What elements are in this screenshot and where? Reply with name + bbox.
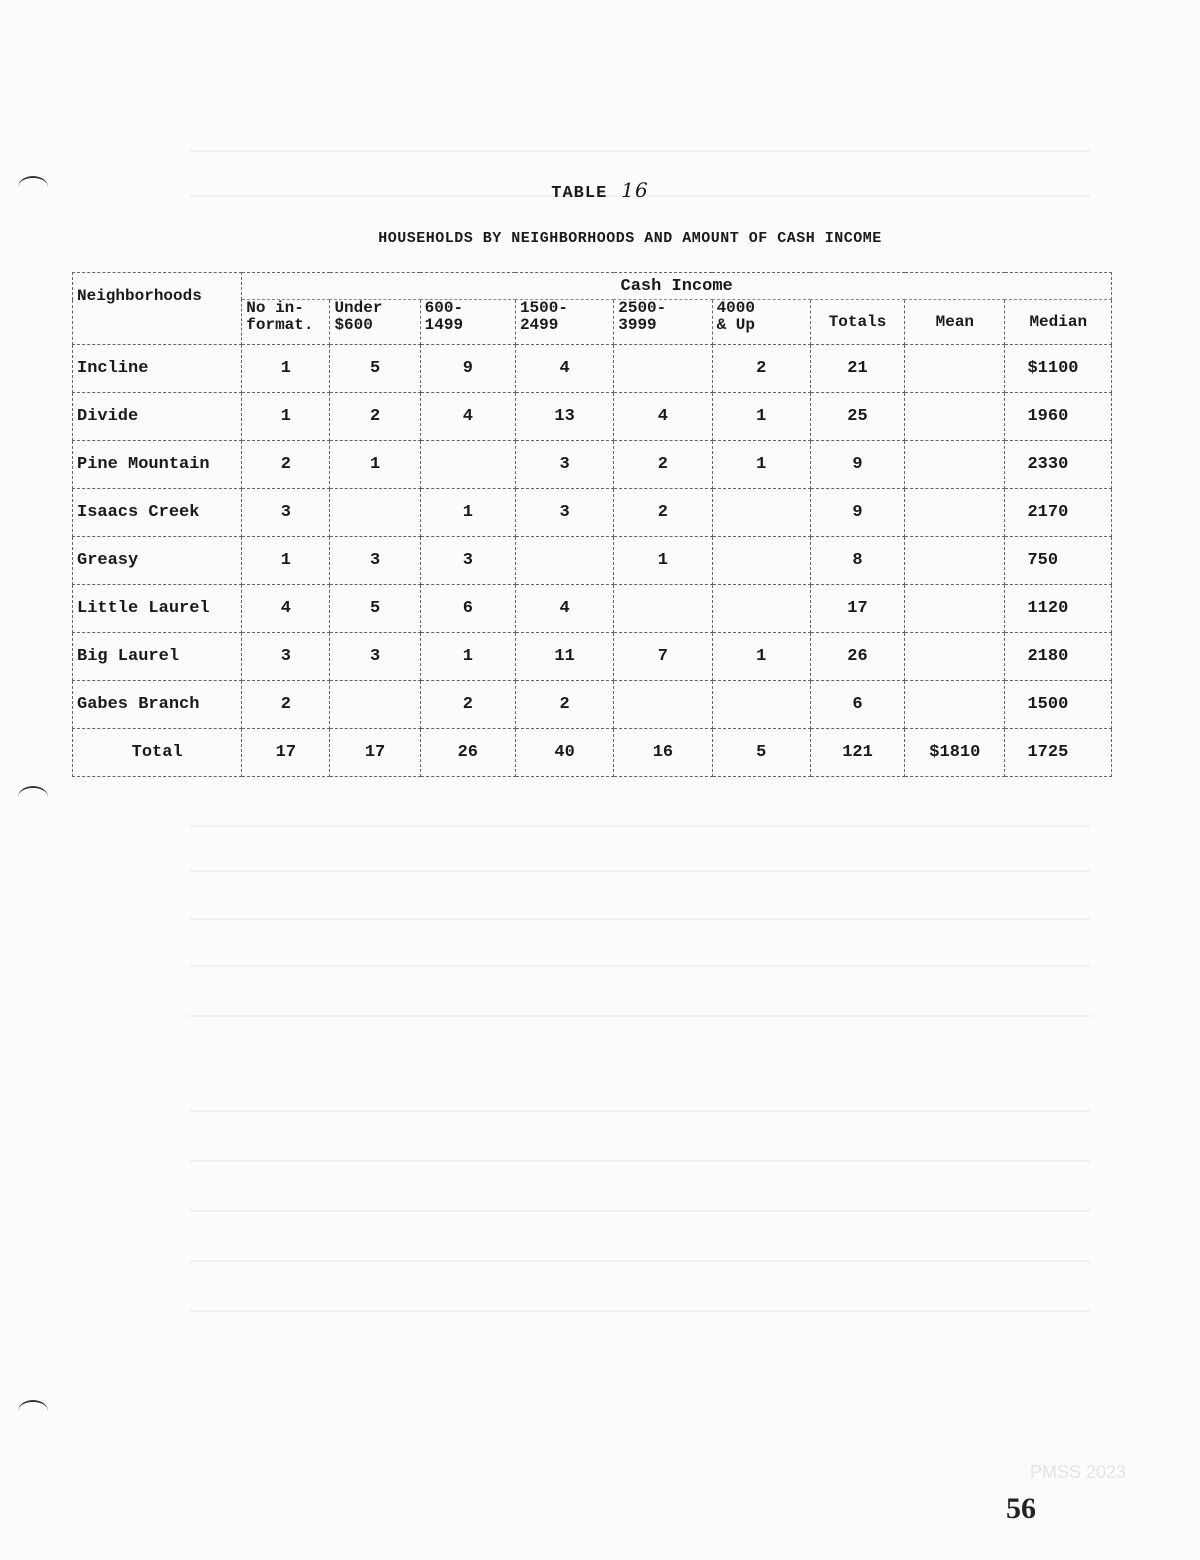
table-cell: 1: [712, 393, 810, 441]
table-cell: [905, 393, 1005, 441]
table-cell: 1: [330, 441, 420, 489]
table-cell: 5: [330, 585, 420, 633]
income-table: [72, 272, 1112, 777]
table-cell: 4: [515, 345, 613, 393]
table-cell: 2: [614, 441, 712, 489]
table-cell: 3: [330, 537, 420, 585]
table-cell: 3: [330, 633, 420, 681]
neighborhood-name: Big Laurel: [73, 633, 242, 681]
table-row: [73, 585, 1112, 633]
table-cell: 1120: [1005, 585, 1112, 633]
column-header: 600- 1499: [420, 300, 515, 345]
table-row: [73, 345, 1112, 393]
table-cell: 2170: [1005, 489, 1112, 537]
table-cell: [905, 633, 1005, 681]
table-cell: 17: [242, 729, 330, 777]
table-cell: 4: [420, 393, 515, 441]
table-cell: 2: [712, 345, 810, 393]
table-cell: [712, 537, 810, 585]
table-cell: 5: [712, 729, 810, 777]
table-cell: 3: [242, 489, 330, 537]
table-cell: [614, 681, 712, 729]
table-cell: [515, 537, 613, 585]
table-cell: [420, 441, 515, 489]
column-header: 4000 & Up: [712, 300, 810, 345]
table-cell: 17: [810, 585, 904, 633]
table-cell: 1: [242, 393, 330, 441]
total-label: Total: [73, 729, 242, 777]
table-row: [73, 537, 1112, 585]
table-cell: 1725: [1005, 729, 1112, 777]
neighborhood-name: Little Laurel: [73, 585, 242, 633]
neighborhoods-header: Neighborhoods: [73, 273, 242, 345]
total-row: [73, 729, 1112, 777]
neighborhood-name: Gabes Branch: [73, 681, 242, 729]
table-title: [0, 178, 1200, 203]
neighborhood-name: Greasy: [73, 537, 242, 585]
table-cell: 1: [614, 537, 712, 585]
table-cell: 6: [810, 681, 904, 729]
table-cell: 40: [515, 729, 613, 777]
table-cell: [905, 585, 1005, 633]
table-cell: 16: [614, 729, 712, 777]
table-cell: 17: [330, 729, 420, 777]
table-cell: 2180: [1005, 633, 1112, 681]
table-cell: 4: [242, 585, 330, 633]
column-header: Mean: [905, 300, 1005, 345]
table-row: [73, 393, 1112, 441]
table-cell: 26: [420, 729, 515, 777]
table-subtitle: HOUSEHOLDS BY NEIGHBORHOODS AND AMOUNT OF CASH INCOME: [378, 230, 882, 247]
table-cell: 121: [810, 729, 904, 777]
table-cell: [330, 681, 420, 729]
column-header: No in- format.: [242, 300, 330, 345]
table-cell: 5: [330, 345, 420, 393]
table-row: [73, 681, 1112, 729]
table-row: [73, 633, 1112, 681]
table-cell: 9: [810, 489, 904, 537]
column-header: Under $600: [330, 300, 420, 345]
table-cell: [905, 681, 1005, 729]
table-cell: 750: [1005, 537, 1112, 585]
table-row: [73, 489, 1112, 537]
neighborhood-name: Isaacs Creek: [73, 489, 242, 537]
table-cell: 2: [515, 681, 613, 729]
table-cell: 2: [420, 681, 515, 729]
table-cell: 6: [420, 585, 515, 633]
table-cell: [905, 537, 1005, 585]
neighborhood-name: Divide: [73, 393, 242, 441]
table-cell: 3: [242, 633, 330, 681]
hole-punch-mark: [18, 786, 48, 808]
table-cell: 2330: [1005, 441, 1112, 489]
watermark: PMSS 2023: [1030, 1462, 1127, 1482]
table-cell: 26: [810, 633, 904, 681]
table-cell: [614, 345, 712, 393]
table-cell: 4: [515, 585, 613, 633]
table-cell: [905, 441, 1005, 489]
table-cell: 2: [242, 441, 330, 489]
table-cell: 1: [420, 489, 515, 537]
table-cell: 3: [420, 537, 515, 585]
table-cell: 8: [810, 537, 904, 585]
table-cell: [905, 345, 1005, 393]
table-cell: 2: [242, 681, 330, 729]
hole-punch-mark: [18, 1400, 48, 1422]
table-cell: [614, 585, 712, 633]
table-cell: 1: [712, 633, 810, 681]
table-cell: 1: [242, 537, 330, 585]
column-header: Totals: [810, 300, 904, 345]
table-cell: $1810: [905, 729, 1005, 777]
table-cell: 25: [810, 393, 904, 441]
table-cell: [905, 489, 1005, 537]
table-cell: 1: [712, 441, 810, 489]
table-title-number: 16: [621, 178, 649, 202]
page-number: 56: [1006, 1492, 1036, 1525]
table-cell: 3: [515, 489, 613, 537]
table-title-label: TABLE: [551, 184, 608, 203]
column-header: 2500- 3999: [614, 300, 712, 345]
table-cell: 1960: [1005, 393, 1112, 441]
table-cell: [712, 681, 810, 729]
table-cell: 7: [614, 633, 712, 681]
table-cell: 1: [420, 633, 515, 681]
table-cell: $1100: [1005, 345, 1112, 393]
table-cell: 11: [515, 633, 613, 681]
table-cell: 1: [242, 345, 330, 393]
table-cell: 9: [810, 441, 904, 489]
table-cell: 3: [515, 441, 613, 489]
table-cell: 2: [330, 393, 420, 441]
table-cell: 21: [810, 345, 904, 393]
table-row: [73, 441, 1112, 489]
column-header: Median: [1005, 300, 1112, 345]
table-cell: 9: [420, 345, 515, 393]
cash-income-header: Cash Income: [242, 273, 1112, 300]
table-cell: 4: [614, 393, 712, 441]
table-cell: 2: [614, 489, 712, 537]
column-header: 1500- 2499: [515, 300, 613, 345]
table-cell: [712, 489, 810, 537]
table-cell: 1500: [1005, 681, 1112, 729]
neighborhood-name: Pine Mountain: [73, 441, 242, 489]
neighborhood-name: Incline: [73, 345, 242, 393]
table-cell: [712, 585, 810, 633]
table-cell: [330, 489, 420, 537]
table-cell: 13: [515, 393, 613, 441]
